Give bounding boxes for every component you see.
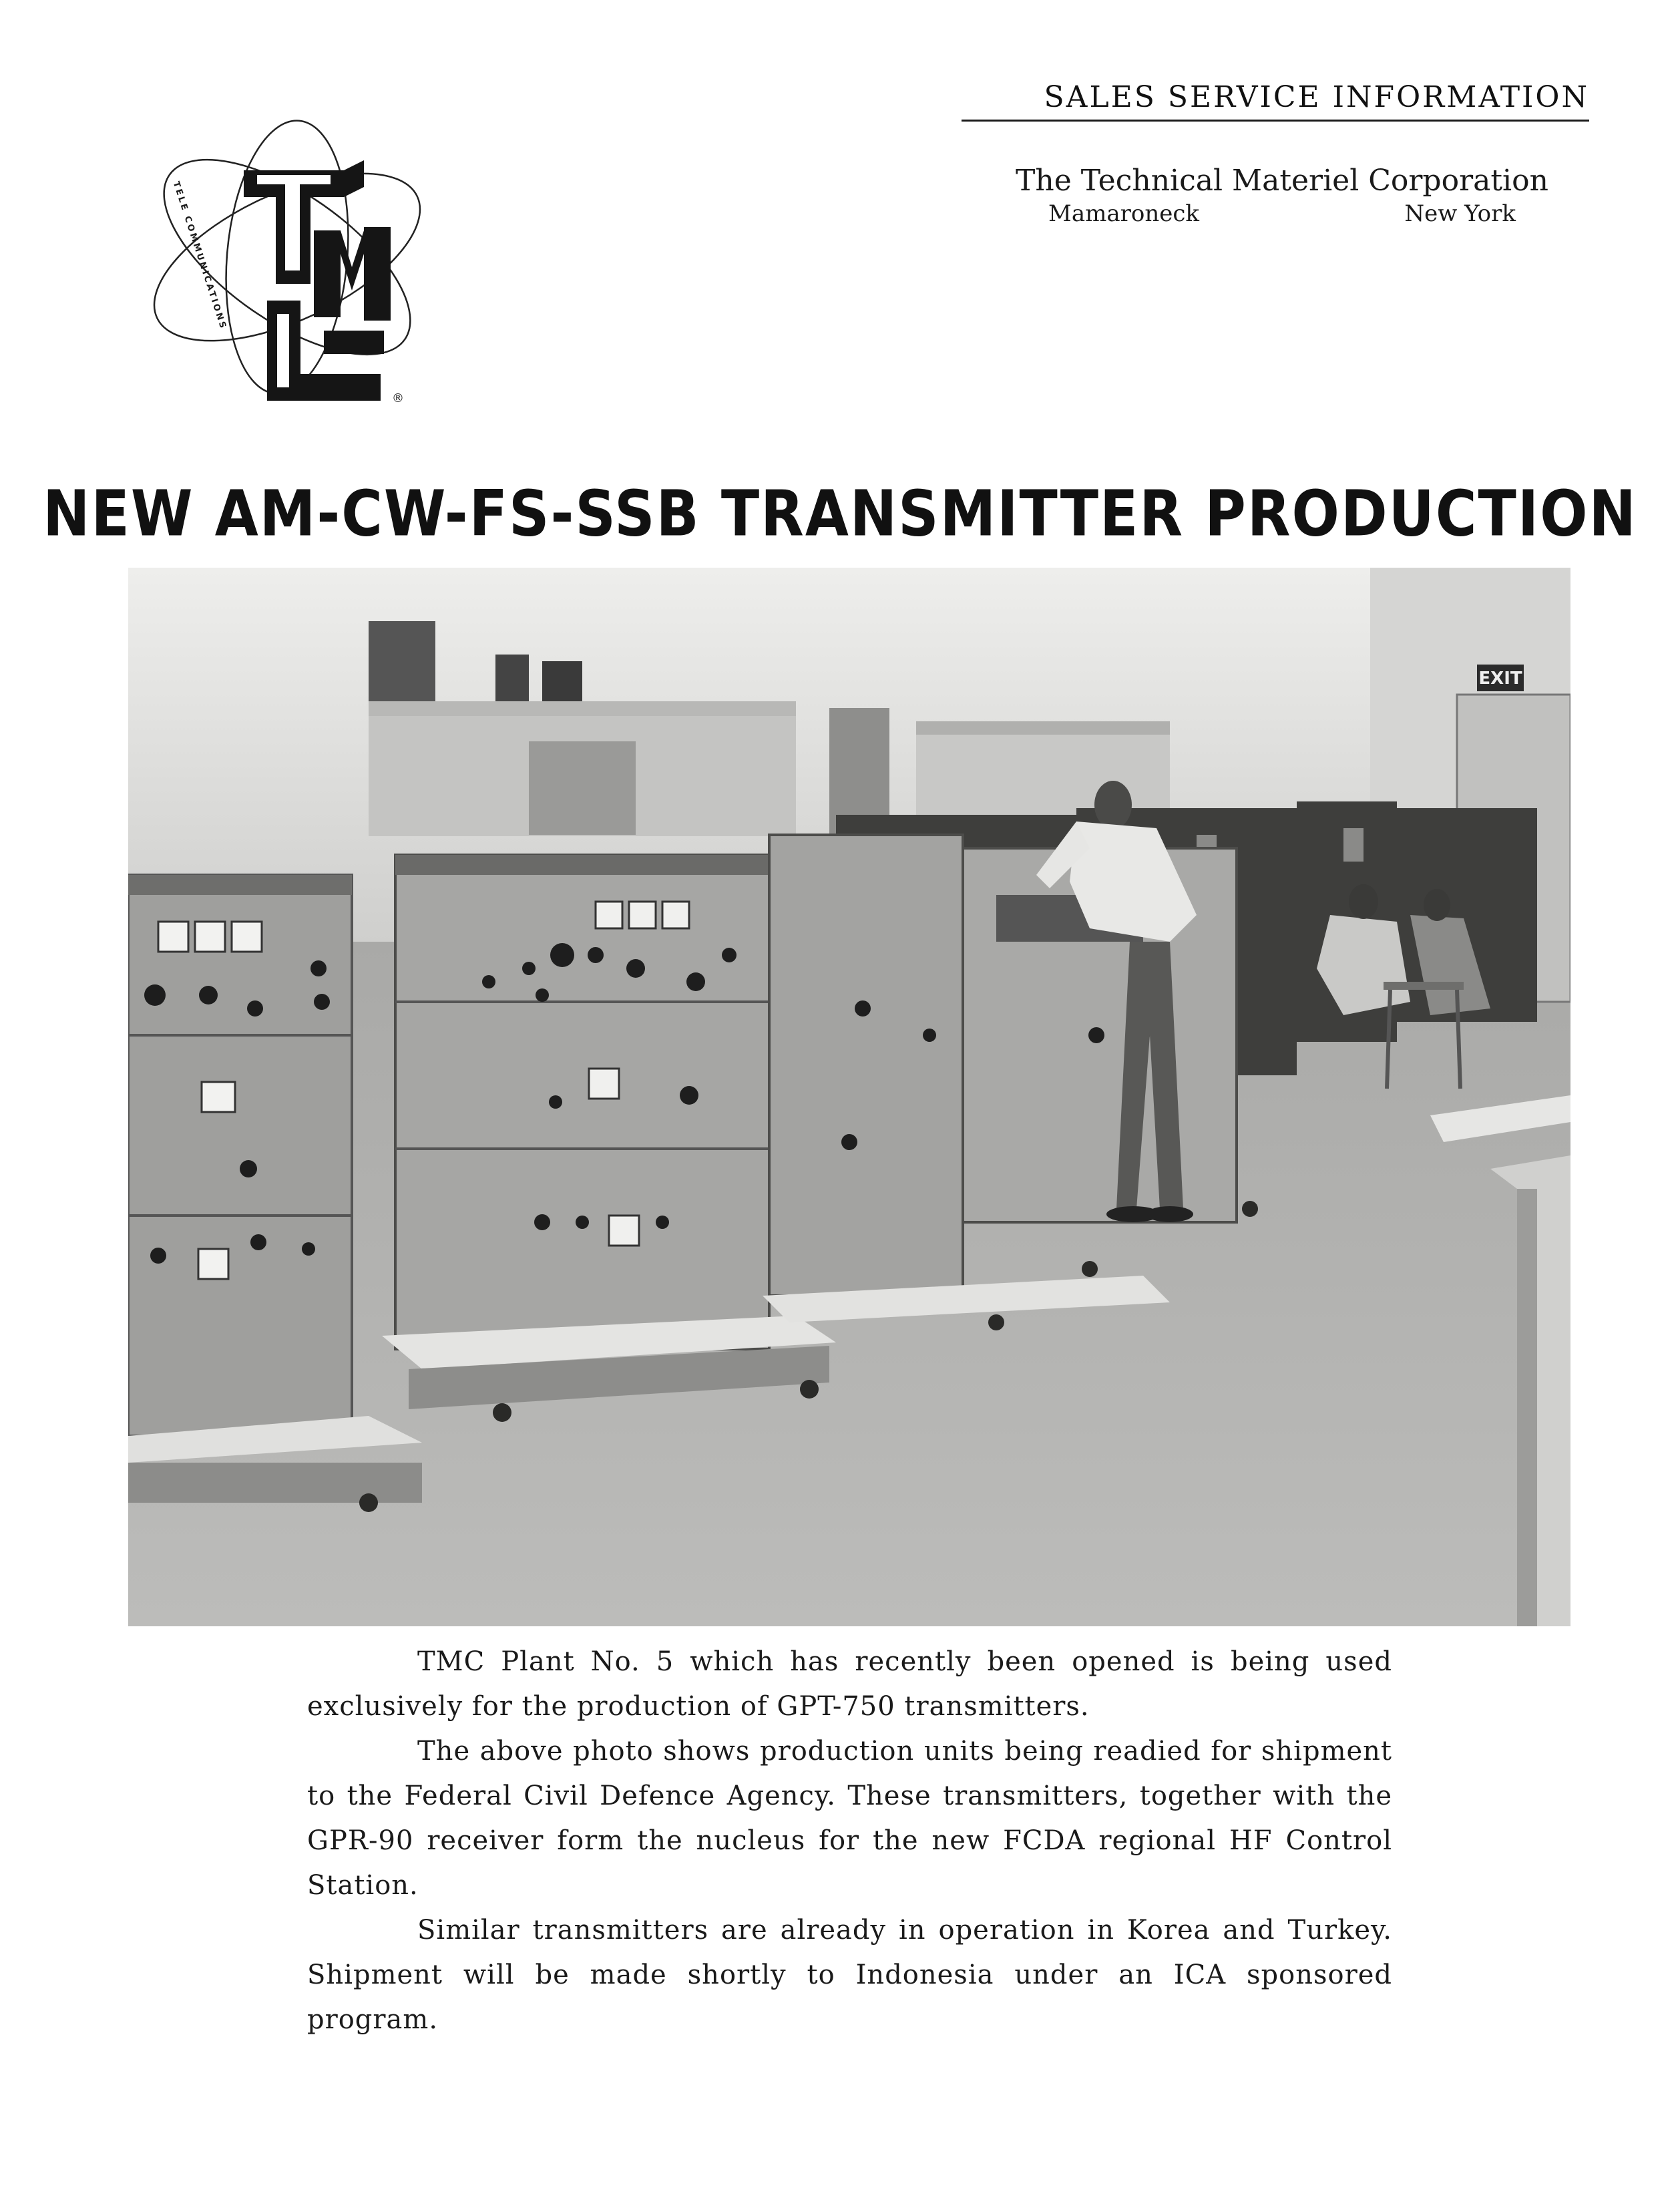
svg-text:®: ®	[392, 391, 404, 405]
factory-floor-photo-icon	[128, 568, 1570, 1626]
tmc-atom-logo-icon	[144, 100, 431, 414]
page-title: NEW AM-CW-FS-SSB TRANSMITTER PRODUCTION	[43, 477, 1637, 550]
article-body	[307, 1640, 1392, 2042]
paragraph-1: TMC Plant No. 5 which has recently been opened is being used exclusively for the production of GPT-750 transmitters.	[307, 1646, 1392, 1722]
company-city: Mamaroneck	[1048, 200, 1199, 227]
paragraph-2: The above photo shows production units being readied for shipment to the Federal Civil Defence Agency. These transmitters, together with the GPR-90 receiver form the nucleus for the new FCDA regional HF Control Station.	[307, 1736, 1392, 1901]
company-name: The Technical Materiel Corporation	[1016, 164, 1548, 198]
company-location	[1048, 200, 1516, 227]
tmc-logo	[144, 100, 431, 414]
exit-sign: EXIT	[1478, 669, 1522, 689]
company-state: New York	[1404, 200, 1516, 227]
header	[962, 80, 1589, 122]
sales-title: SALES SERVICE INFORMATION	[962, 80, 1589, 122]
production-photo	[128, 568, 1570, 1626]
logo-ring-text: TELE COMMUNICATIONS	[170, 180, 228, 332]
paragraph-3: Similar transmitters are already in operation in Korea and Turkey. Shipment will be made shortly to Indonesia under an ICA sponsored program.	[307, 1915, 1392, 2035]
